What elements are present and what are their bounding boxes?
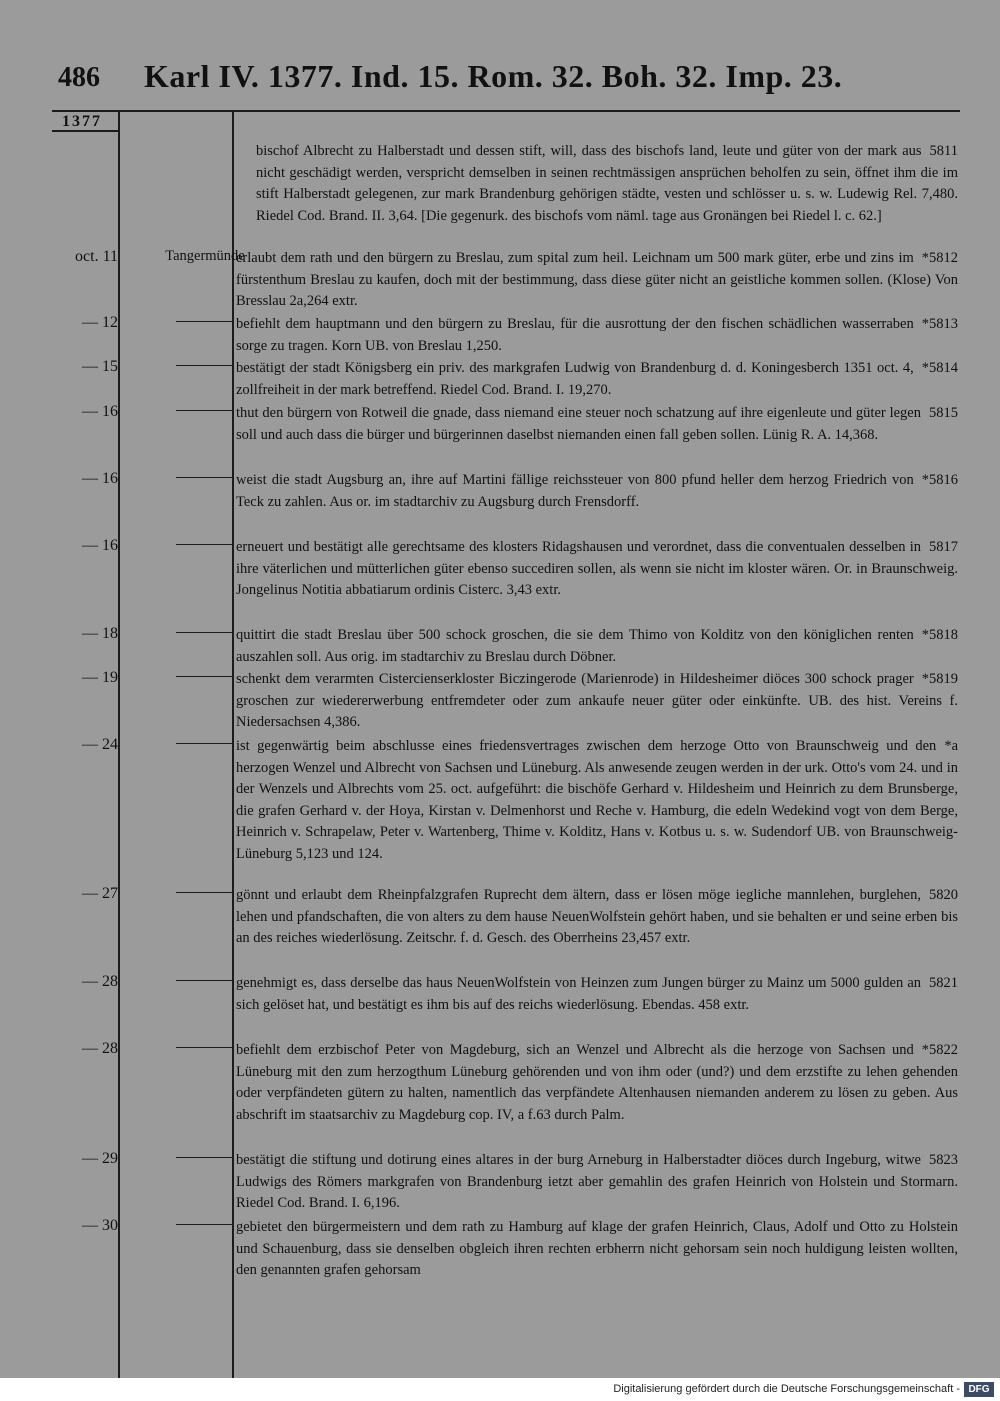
ditto-dash [176,544,234,545]
entry-date: — 28 [82,1040,118,1057]
entry-text: 5821 genehmigt es, dass derselbe das haus NeuenWolfstein von Heinzen zum Jungen bürger zu Mainz um 5000 gulden an sich gelöset hat, und bestätigt es ihm bis auf des reichs wiederlösung. Ebendas. 458 extr. [236,975,958,1013]
entry-place: Tangermünde [165,248,245,264]
ditto-dash [176,410,234,411]
entry-date: oct. 11 [75,248,118,265]
entry-text: *5816 weist die stadt Augsburg an, ihre auf Martini fällige reichssteuer von 800 pfund heller dem herzog Friedrich von Teck zu zahlen. Aus or. im stadtarchiv zu Augsburg durch Frensdorff. [236,472,958,510]
ditto-dash [176,980,234,981]
entry-text: 5811 bischof Albrecht zu Halberstadt und dessen stift, will, dass des bischofs land, leute und güter von der mark aus nicht geschädigt werden, verspricht demselben in seinen rechtmässigen ansprüchen beholfen zu sein, öffnet ihm die im stift Halberstadt gelegenen, zur mark Brandenburg gehörigen städte, vesten und schlösser u. s. w. Ludewig Rel. 7,480. Riedel Cod. Brand. II. 3,64. [Die gegenurk. des bischofs vom näml. tage aus Gronängen bei Riedel l. c. 62.] [256,143,958,224]
regest-number: *a [944,738,958,754]
entry-text: *5813 befiehlt dem hauptmann und den bürgern zu Breslau, für die ausrottung der den fischen schädlichen wasserraben sorge zu tragen. Korn UB. von Breslau 1,250. [236,316,958,354]
entry-date: — 12 [82,314,118,331]
entry-date: — 16 [82,537,118,554]
regest-number: *5822 [921,1042,958,1058]
ditto-dash [176,632,234,633]
ditto-dash [176,1047,234,1048]
entry-date: — 16 [82,403,118,420]
ditto-dash [176,892,234,893]
footer [0,1381,1000,1401]
entry-date: — 15 [82,358,118,375]
regest-number: 5817 [929,539,958,555]
regest-number: *5819 [921,671,958,687]
entry-text: *a ist gegenwärtig beim abschlusse eines friedensvertrages zwischen dem herzoge Otto von Braunschweig und den herzogen Wenzel und Albrecht von Sachsen und Lüneburg. Als anwesende zeugen werden in der urk. Otto's vom 24. und in der Wenzels und Albrechts vom 25. oct. aufgeführt: die bischöfe Gerhard v. Hildesheim und Heinrich zu dem Brunsberge, die grafen Gerhard v. der Hoya, Kirstan v. Delmenhorst und Reche v. Hamburg, die edeln Wedekind vogt von dem Berge, Heinrich v. Schrapelaw, Peter v. Wartenberg, Thime v. Kolditz, Hans v. Kotbus u. s. w. Sudendorf UB. von Braunschweig-Lüneburg 5,123 und 124. [236,738,958,862]
regest-number: *5816 [921,472,958,488]
entry-text: *5812 erlaubt dem rath und den bürgern zu Breslau, zum spital zum heil. Leichnam um 500 mark güter, erbe und zins im fürstenthum Breslau zu kaufen, doch mit der bestimmung, dass diese güter nicht an geistliche kommen sollen. (Klose) Von Bresslau 2a,264 extr. [236,250,958,309]
entry-text: *5814 bestätigt der stadt Königsberg ein priv. des markgrafen Ludwig von Brandenburg d. d. Koningesberch 1351 oct. 4, zollfreiheit in der mark betreffend. Riedel Cod. Brand. I. 19,270. [236,360,958,398]
regest-number: 5811 [929,143,958,159]
entry-date: — 28 [82,973,118,990]
year-label: 1377 [62,113,102,130]
ditto-dash [176,1157,234,1158]
entry-date: — 19 [82,669,118,686]
entry-text: 5817 erneuert und bestätigt alle gerechtsame des klosters Ridagshausen und verordnet, dass die conventualen desselben in ihre väterlichen und mütterlichen güter ebenso succediren sollen, als wenn sie nicht im kloster wären. Or. in Braunschweig. Jongelinus Notitia abbatiarum ordinis Cisterc. 3,43 extr. [236,539,958,598]
entry-text: 5823 bestätigt die stiftung und dotirung eines altares in der burg Arneburg in Halberstadter diöces durch Ingeburg, witwe Ludwigs des Römers markgrafen von Brandenburg ietzt aber gemahlin des grafen Heinrich von Holstein und Stormarn. Riedel Cod. Brand. I. 6,196. [236,1152,958,1211]
regest-number: *5812 [921,250,958,266]
ditto-dash [176,1224,234,1225]
ditto-dash [176,743,234,744]
page-title: Karl IV. 1377. Ind. 15. Rom. 32. Boh. 32. Imp. 23. [144,58,843,94]
ditto-dash [176,321,234,322]
entry-date: — 30 [82,1217,118,1234]
dfg-logo: DFG [964,1382,994,1397]
header-rule [52,110,960,112]
entry-text: 5820 gönnt und erlaubt dem Rheinpfalzgrafen Ruprecht dem ältern, dass er lösen möge iegliche mannlehen, burglehen, lehen und pfandschaften, die von alters zu dem hause NeuenWolfstein gehört haben, und sie behalten er und seine erben bis an des reiches wiederlösung. Zeitschr. f. d. Gesch. des Oberrheins 23,457 extr. [236,887,958,946]
entry-text: *5818 quittirt die stadt Breslau über 500 schock groschen, die sie dem Thimo von Kolditz von den königlichen renten auszahlen soll. Aus orig. im stadtarchiv zu Breslau durch Döbner. [236,627,958,665]
entry-date: — 29 [82,1150,118,1167]
entry-text: gebietet den bürgermeistern und dem rath zu Hamburg auf klage der grafen Heinrich, Claus, Adolf und Otto zu Holstein und Schauenburg, dass sie denselben obgleich ihren rechten erbherrn nicht gehorsam sein noch huldigung leisten wollten, den genannten grafen gehorsam [236,1219,958,1278]
ditto-dash [176,676,234,677]
regest-number: *5813 [921,316,958,332]
regest-number: *5814 [921,360,958,376]
ditto-dash [176,365,234,366]
entry-date: — 16 [82,470,118,487]
funding-credit: Digitalisierung gefördert durch die Deutsche Forschungsgemeinschaft - [613,1383,960,1395]
page-number: 486 [58,62,100,93]
regest-number: 5821 [929,975,958,991]
running-header [58,58,958,102]
entry-text: *5819 schenkt dem verarmten Cistercienserkloster Biczingerode (Marienrode) in Hildesheimer diöces 300 schock prager groschen zur wiedererwerbung entfremdeter oder zum ankaufe neuer güter oder einkünfte. UB. des hist. Vereins f. Niedersachsen 4,386. [236,671,958,730]
entry-date: — 18 [82,625,118,642]
regest-number: 5823 [929,1152,958,1168]
entry-date: — 27 [82,885,118,902]
entry-date: — 24 [82,736,118,753]
entry-text: 5815 thut den bürgern von Rotweil die gnade, dass niemand eine steuer noch schatzung auf ihre eigenleute und güter legen soll und auch dass die bürger und bürgerinnen daselbst niemanden einen fall geben sollen. Lünig R. A. 14,368. [236,405,958,443]
column-rule-date [118,112,120,1378]
regest-number: 5815 [929,405,958,421]
regest-number: *5818 [921,627,958,643]
ditto-dash [176,477,234,478]
regest-number: 5820 [929,887,958,903]
entry-text: *5822 befiehlt dem erzbischof Peter von Magdeburg, sich an Wenzel und Albrecht als die herzoge von Sachsen und Lüneburg mit den zum herzogthum Lüneburg gehörenden und von ihm oder (und?) und dem erzstifte zu lehen gehenden oder verpfändeten gütern zu halten, namentlich das verpfändete Altenhausen niemanden anderem zu lösen zu geben. Aus abschrift im staatsarchiv zu Magdeburg cop. IV, a f.63 durch Palm. [236,1042,958,1123]
